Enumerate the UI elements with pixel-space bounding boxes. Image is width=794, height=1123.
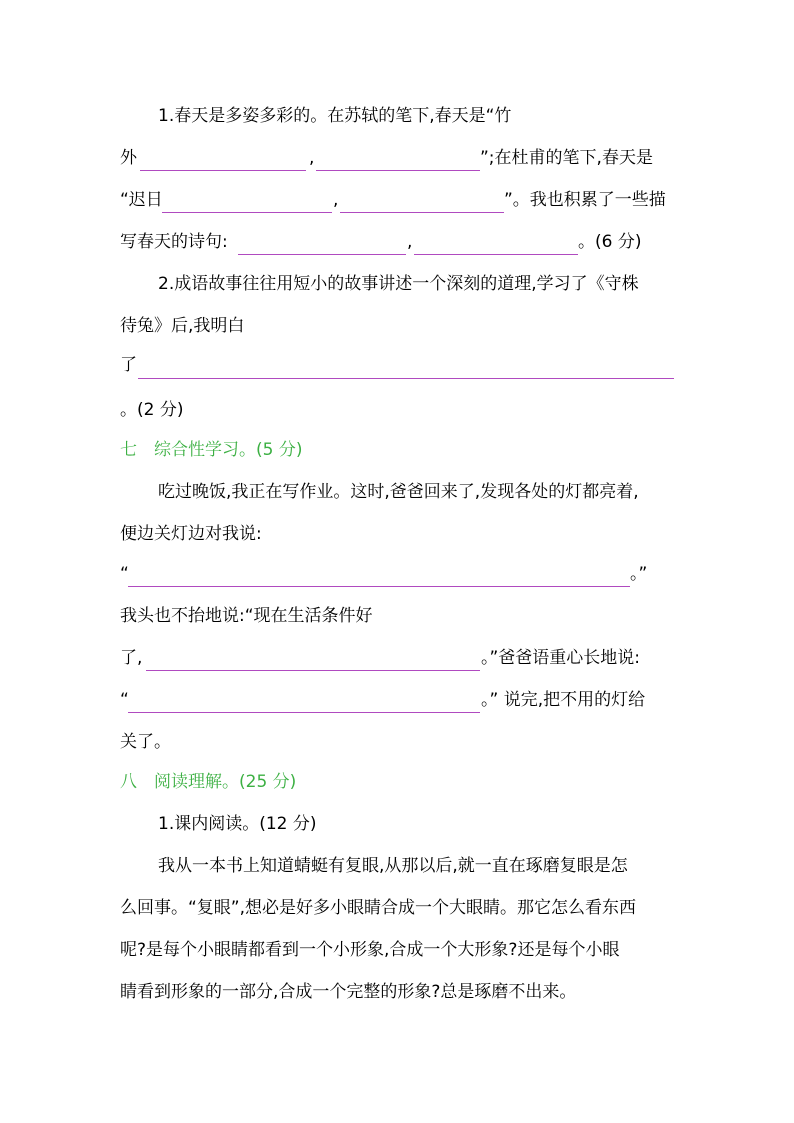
q1-line2-suffix: ”;在杜甫的笔下,春天是 (480, 148, 653, 168)
fill-blank-3[interactable] (162, 212, 332, 213)
section-7-line-4-suffix: 。”爸爸语重心长地说: (481, 648, 641, 668)
q1-line4-separator: , (407, 232, 413, 252)
reading-line-1: 我从一本书上知道蜻蜓有复眼,从那以后,就一直在琢磨复眼是怎 (158, 856, 628, 876)
reading-line-3: 呢?是每个小眼睛都看到一个小形象,合成一个大形象?还是每个小眼 (120, 940, 620, 960)
q1-line3-separator: , (333, 190, 339, 210)
section-8-heading: 八 阅读理解。(25 分) (120, 772, 297, 792)
q1-line3-prefix: “迟日 (120, 190, 163, 210)
q1-line4-prefix: 写春天的诗句: (120, 232, 228, 252)
quote-close-1: 。” (630, 564, 648, 584)
fill-blank-8[interactable] (128, 586, 630, 587)
fill-blank-5[interactable] (238, 254, 406, 255)
fill-blank-4[interactable] (340, 212, 504, 213)
fill-blank-1[interactable] (140, 170, 306, 171)
section-7-line-5-suffix: 。” 说完,把不用的灯给 (481, 690, 646, 710)
fill-blank-10[interactable] (128, 712, 480, 713)
fill-blank-2[interactable] (316, 170, 480, 171)
reading-line-2: 么回事。“复眼”,想必是好多小眼睛合成一个大眼睛。那它怎么看东西 (120, 898, 637, 918)
q1-line1: 1.春天是多姿多彩的。在苏轼的笔下,春天是“竹 (158, 106, 512, 126)
section-7-heading: 七 综合性学习。(5 分) (120, 440, 303, 460)
section-7-line-4-prefix: 了, (120, 648, 143, 668)
section-7-paragraph-1: 吃过晚饭,我正在写作业。这时,爸爸回来了,发现各处的灯都亮着, (158, 482, 639, 502)
section-7-paragraph-6: 关了。 (120, 732, 171, 752)
fill-blank-9[interactable] (146, 670, 480, 671)
quote-open-2: “ (120, 690, 129, 710)
section-7-paragraph-2: 便边关灯边对我说: (120, 524, 262, 544)
q1-line2-separator: , (309, 148, 315, 168)
q1-line3-suffix: ”。我也积累了一些描 (504, 190, 666, 210)
q2-line1: 2.成语故事往往用短小的故事讲述一个深刻的道理,学习了《守株 (158, 274, 639, 294)
q1-line2-prefix: 外 (120, 148, 137, 168)
section-8-subheading: 1.课内阅读。(12 分) (158, 814, 317, 834)
fill-blank-7[interactable] (138, 378, 674, 379)
section-7-paragraph-3: 我头也不抬地说:“现在生活条件好 (120, 606, 373, 626)
q2-line2: 待兔》后,我明白 (120, 316, 245, 336)
fill-blank-6[interactable] (414, 254, 578, 255)
q2-line3-prefix: 了 (120, 355, 137, 375)
reading-line-4: 睛看到形象的一部分,合成一个完整的形象?总是琢磨不出来。 (120, 982, 577, 1002)
quote-open-1: “ (120, 564, 129, 584)
q1-line4-suffix: 。(6 分) (578, 232, 642, 252)
q2-line4: 。(2 分) (120, 400, 184, 420)
